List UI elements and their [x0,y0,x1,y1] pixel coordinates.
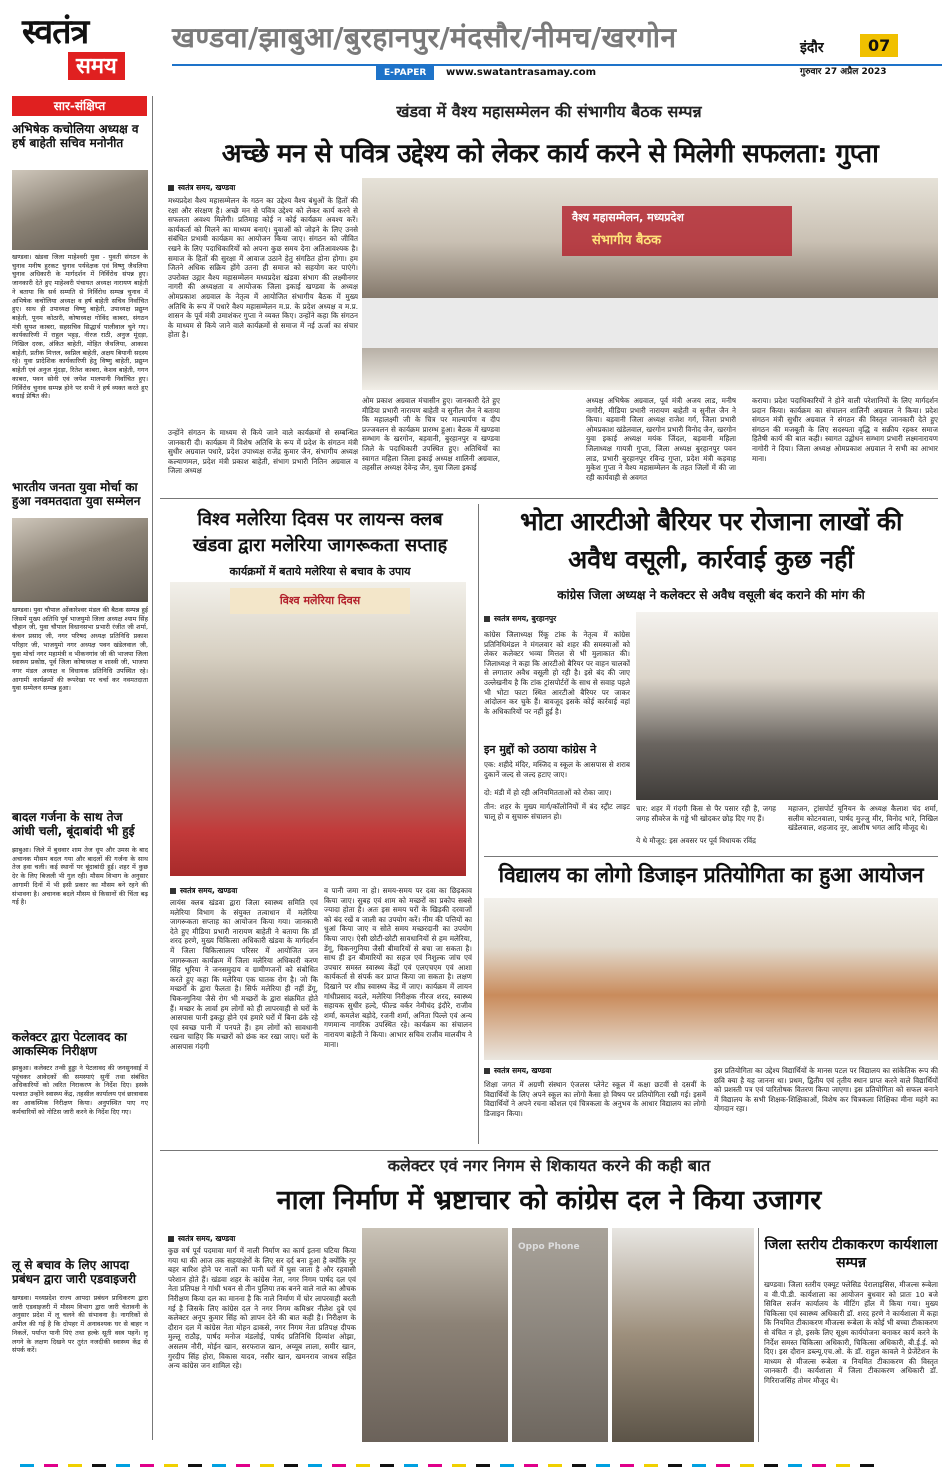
story5-photo-3 [612,1228,754,1442]
color-swatch [668,1464,682,1467]
color-swatch [524,1464,538,1467]
color-swatch [572,1464,586,1467]
color-swatch [236,1464,250,1467]
color-swatch [740,1464,754,1467]
sidebar-photo [12,518,148,602]
story4-col1: शिक्षा जगत में अग्रणी संस्थान एंजलस प्लेनेट स्कूल में कक्षा छटवीं से दसवीं के विद्यार्थियों के लिए अपने स्कूल का लोगो कैसा हो विषय पर प्रतियोगिता रखी गई। इसमें विद्यार्थियों ने अपने रचना कौशल एवं चित्रकला के अनुभव के आधार विद्यालय का लोगो डिजाइन किया। [484,1080,706,1118]
sidebar-photo [12,170,148,250]
story6-body: खण्डवा। जिला स्तरीय एक्यूट फ्लेसिड पेरालाइसिस, मीजल्स रूबेला व वी.पी.डी. कार्यशाला का आयोजन बुधवार को प्रातः 10 बजे सिविल सर्जन कार्यालय के मीटिंग हॉल में किया गया। मुख्य चिकित्सा एवं स्वास्थ्य अधिकारी डॉ. शरद हरणे ने कार्यशाला में कहा कि नियमित टीकाकरण मीजल्स रूबेला के कोई भी बच्चा टीकाकरण से वंचित न हो, इसके लिए सूक्ष्म कार्ययोजना बनाकर कार्य करने के निर्देश समस्त चिकित्सा अधिकारी, चिकित्सा अधिकारी, बी.ई.ई. को दिए। इस दौरान डब्ल्यू.एच.ओ. के डॉ. राहुल कावले ने प्रेजेंटेशन के माध्यम से मीजल्स रूबेला व नियमित टीकाकरण की विस्तृत जानकारी दी। कार्यशाला में जिला टीकाकरण अधिकारी डॉ. गिरिराजसिंह तोमर मौजूद थे। [764,1280,938,1385]
epaper-tag: E-PAPER [376,66,434,80]
story5-byline: स्वतंत्र समय, खण्डवा [168,1234,235,1244]
story1-col2b [504,396,582,492]
color-swatch [692,1464,706,1467]
color-swatch [308,1464,322,1467]
color-swatch [20,1464,34,1467]
story1-byline: स्वतंत्र समय, खण्डवा [168,183,235,193]
story3-subhead2: इन मुद्दों को उठाया कांग्रेस ने [484,743,597,756]
issue-date: गुरुवार 27 अप्रैल 2023 [800,67,887,77]
sidebar-item-title: कलेक्टर द्वारा पेटलावद का आकस्मिक निरीक्षण [12,1030,127,1058]
story5-headline: नाला निर्माण में भ्रष्टाचार को कांग्रेस दल ने किया उजागर [276,1185,822,1216]
column-divider [478,504,479,1144]
byline-marker-icon [168,185,174,191]
story1-headline: अच्छे मन से पवित्र उद्देश्य को लेकर कार्य करने से मिलेगी सफलता: गुप्ता [221,139,879,169]
section-divider [160,498,938,499]
byline-marker-icon [168,1236,174,1242]
color-swatch [764,1464,778,1467]
story1-col1: मध्यप्रदेश वैश्य महासम्मेलन के गठन का उद्देश्य वैश्य बंधुओं के हितों की रक्षा और संरक्षण है। अच्छे मन से पवित्र उद्देश्य को लेकर कार्य करने से सफलता अवश्य मिलेगी। प्रतिमाह कोई न कोई कार्यक्रम अवश्य करें। कार्यकर्ता को मिलने का माध्यम बनाएं। युवाओं को जोड़ने के लिए उनसे संबंधित प्रभावी कार्यक्रम का आयोजन किया जाए। संगठन को जीवित रखने के लिए पदाधिकारियों को अपना कुछ समय देना अतिआवश्यक है। समाज के हितों की सुरक्षा में आवाज उठाने हेतु संगठित होना होगा। हम जितने अधिक सक्रिय होंगे उतना ही समाज को सहयोग कर पाएंगे। उपरोक्त उद्गार वैश्य महासम्मेलन मध्यप्रदेश खंडवा संभाग की लक्ष्मीनगर नागरी की अध्यक्षता व आयोजक जिला इकाई खण्डवा के अध्यक्ष ओमप्रकाश अग्रवाल के नेतृत्व में आयोजित संभागीय बैठक में मुख्य अतिथि के रूप में पधारे वैश्य महासम्मेलन म.प्र. के प्रदेश अध्यक्ष व म.प्र. शासन के पूर्व मंत्री उमाशंकर गुप्ता ने व्यक्त किए। उन्होंने कहा कि संगठन के माध्यम से किये जाने वाले कार्यक्रमों से समाज में नई ऊर्जा का संचार होता है। [168,196,358,340]
photo-table [362,298,938,348]
print-color-bar [0,1452,945,1458]
color-swatch [68,1464,82,1467]
story3-body: कांग्रेस जिलाध्यक्ष रिंकू टांक के नेतृत्व में कांग्रेस प्रतिनिधिमंडल ने मंगलवार को शहर की समस्याओं को लेकर कलेक्टर भव्या मित्तल से भी मुलाकात की। जिलाध्यक्ष ने कहा कि आरटीओ बैरियर पर वाहन चालकों से लगातार अवैध वसूली हो रही है। इसे बंद की जाए उल्लेखनीय है कि टांक ट्रांसपोर्टरों के साथ से सवाह पहले भी भोटा फाटा स्थित आरटीओ बैरियर पर जाकर आंदोलन कर चुके हैं। बावजूद इसके कोई कार्रवाई वहां के अधिकारियों पर नहीं हुई है। [484,630,630,716]
story4-byline: स्वतंत्र समय, खण्डवा [484,1066,551,1076]
color-swatch [860,1464,874,1467]
section-divider [484,856,938,857]
story4-headline: विद्यालय का लोगो डिजाइन प्रतियोगिता का हुआ आयोजन [498,863,924,887]
photo-sign-text: Oppo Phone [518,1242,580,1252]
color-swatch [332,1464,346,1467]
story3-point-3: तीन: शहर के मुख्य मार्ग/कॉलोनियों में बंद स्ट्रीट लाइट चालू हो व सुचारू संचालन हो। [484,802,630,821]
story5-photo-1 [362,1228,508,1442]
color-swatch [428,1464,442,1467]
color-swatch [452,1464,466,1467]
story3-headline-2: अवैध वसूली, कार्रवाई कुछ नहीं [568,545,854,574]
color-swatch [812,1464,826,1467]
story3-point-1: एक: शहीदे मंदिर, मस्जिद व स्कूल के आसपास से शराब दुकानें जल्द से जल्द हटाए जाए। [484,760,630,779]
story4-photo [484,898,938,1060]
color-swatch [116,1464,130,1467]
story3-byline: स्वतंत्र समय, बुरहानपुर [484,614,556,624]
story1-col-left: उन्होंने संगठन के माध्यम से किये जाने वाले कार्यक्रमों से सम्बन्धित जानकारी दी। कार्यक्रम में विशेष अतिथि के रूप में प्रदेश के संगठन मंत्री सुधीर अग्रवाल पधारे, प्रदेश उपाध्यक्ष राजेंद्र कुमार जैन, संभागीय अध्यक्ष कल्याणमल, प्रदेश मंत्री प्रकाश बाहेती, संभाग प्रभारी नितिन अग्रवाल व जिला अध्यक्ष [168,428,358,476]
story3-subhead: कांग्रेस जिला अध्यक्ष ने कलेक्टर से अवैध वसूली बंद कराने की मांग की [557,588,865,602]
photo-banner-text2: संभागीय बैठक [592,233,662,248]
color-swatch [380,1464,394,1467]
story1-col2: ओम प्रकाश अग्रवाल मंचासीन हुए। जानकारी देते हुए मीडिया प्रभारी नारायण बाहेती व सुनील जैन ने बताया कि महालक्ष्मी जी के चित्र पर माल्यार्पण व दीप प्रज्जवलन से कार्यक्रम प्रारम्भ हुआ। बैठक में खण्डवा सम्भाग के खरगोन, बड़वानी, बुरहानपुर व खण्डवा जिले के पदाधिकारी उपस्थित हुए। अतिथियों का स्वागत महिला जिला इकाई अध्यक्ष शालिनी अग्रवाल, तहसील अध्यक्ष देवेन्द्र जैन, युवा जिला इकाई [362,396,500,473]
logo-top-text: स्वतंत्र [22,12,89,52]
story2-col1: लायंस क्लब खंडवा द्वारा जिला स्वास्थ्य समिति एवं मलेरिया विभाग के संयुक्त तत्वाधान में मलेरिया जागरूकता सप्ताह का आयोजन किया गया। जानकारी देते हुए मीडिया प्रभारी नारायण बाहेती ने बताया कि डॉ शरद हरणे, मुख्य चिकित्सा अधिकारी खंडवा के मार्गदर्शन में जिला चिकित्सालय परिसर में आयोजित जन जागरूकता कार्यक्रम में जिला मलेरिया अधिकारी करण सिंह भूरिया ने जनसमुदाय व ग्रामीणजनों को संबोधित करते हुए कहा कि मलेरिया एक घातक रोग है। जो कि मच्छरों के द्वारा फैलता है। सिर्फ मलेरिया ही नहीं डेंगू, चिकनगुनिया जैसे रोग भी मच्छरों के द्वारा संक्रमित होते हैं। मच्छर के लार्वा हम लोगों को ही लापरवाही से घरों के आसपास पानी इकट्ठा होने एवं हमारे घरों में बिना ढंके रहे एवं स्वच्छ पानी में पनपते हैं। हम लोगों को सावधानी रखना चाहिए कि मच्छरों को छंक कर रखा जाए। घरों के आसपास गंदगी [170,898,318,1051]
story3-point-4: चार: शहर में गंदगी किस से पैर पसार रही है, जगह जगह सीवरेज के गड्ढे भी खोदकर छोड़ दिए गए हैं। [636,804,776,823]
story4-col2: इस प्रतियोगिता का उद्देश्य विद्यार्थियों के मानस पटल पर विद्यालय का सांकेतिक रूप की छवि क्या है यह जानना था। प्रथम, द्वितीय एवं तृतीय स्थान प्राप्त करने वाले विद्यार्थियों को प्रशस्ती पत्र एवं पारितोषक वितरण किया जाएगा। इस प्रतियोगिता को सफल बनाने में विद्यालय के सभी शिक्षक-शिक्षिकाओं, विशेष कर चित्रकला शिक्षिका मीना महंगे का योगदान रहा। [714,1066,938,1114]
sidebar-item-body: खण्डवा। मध्यप्रदेश राज्य आपदा प्रबंधन प्राधिकरण द्वारा जारी एडवाइजरी में मौसम विभाग द्वारा जारी चेतावनी के अनुसार प्रदेश में लू चलने की संभावना है। नागरिकों से अपील की गई है कि दोपहर में अनावश्यक घर से बाहर न निकलें, पर्याप्त पानी पिएं तथा हल्के सूती वस्त्र पहनें। लू लगने के लक्षण दिखने पर तुरंत नजदीकी स्वास्थ्य केंद्र से संपर्क करें। [12,1294,148,1355]
column-divider [152,96,153,1440]
sidebar-item-title: बादल गर्जना के साथ तेज आंधी चली, बूंदाबांदी भी हुई [12,810,135,838]
color-swatch [620,1464,634,1467]
story3-present-list: महाजन, ट्रांसपोर्ट यूनियन के अध्यक्ष कैलाश चंद शर्मा, सलीम कोटनवाला, पार्षद मुज्जु मीर, विनोद भारे, निखिल खंडेलवाल, शहजाद नूर, आशीष भगत आदि मौजूद थे। [788,804,938,833]
story1-photo [362,178,938,390]
byline-marker-icon [484,616,490,622]
story1-col3: अध्यक्ष अभिषेक अग्रवाल, पूर्व मंत्री अजय लाड, मनीष नागोरी, मीडिया प्रभारी नारायण बाहेती व सुनील जैन ने किया। बड़वानी जिला अध्यक्ष राजेश गर्ग, जिला प्रभारी ओमप्रकाश खंडेलवाल, खरगोन प्रभारी विनोद जैन, खरगोन युवा इकाई अध्यक्ष मयंक जिंदल, बड़वानी महिला जिलाध्यक्ष गायत्री गुप्ता, जिला अध्यक्ष बुरहानपुर पवन लाड, प्रभारी बुरहानपुर रविन्द्र गुप्ता, प्रदेश मंत्री कड़वाह मुकेश गुप्ता ने वैश्य महासम्मेलन के तहत जिलों में की जा रही कार्यवाही से अवगत [586,396,736,482]
story3-present: ये थे मौजूद: इस अवसर पर पूर्व विधायक रविंद्र [636,836,756,845]
sidebar-item-title: लू से बचाव के लिए आपदा प्रबंधन द्वारा जारी एडवाइजरी [12,1258,136,1286]
color-swatch [716,1464,730,1467]
story5-kicker: कलेक्टर एवं नगर निगम से शिकायत करने की कही बात [387,1156,711,1175]
story2-headline-2: खंडवा द्वारा मलेरिया जागरूकता सप्ताह [192,535,448,556]
color-swatch [500,1464,514,1467]
story3-photo [636,612,938,800]
story2-headline-1: विश्व मलेरिया दिवस पर लायन्स क्लब [197,509,443,530]
color-swatch [164,1464,178,1467]
color-swatch [284,1464,298,1467]
logo-bottom-text: समय [68,52,125,80]
story6-headline: जिला स्तरीय टीकाकरण कार्यशाला सम्पन्न [764,1237,938,1271]
color-swatch [788,1464,802,1467]
color-swatch [44,1464,58,1467]
story5-body: कुछ वर्ष पूर्व पदमावा मार्ग में नाली निर्माण का कार्य इतना घटिया किया गया था की आज तक सहयाक्षेरों के लिए सर दर्द बना हुआ है क्योंकि गुर बहर बारिश होने पर नालों का पानी घरों में घुस जाता है और रहवासी परेशान होते हैं। खंडवा शहर के कांग्रेस नेता, नगर निगम पार्षद दल एवं नेता प्रतिपक्ष ने गांधी भवन से तीन पुलिया तक बनने वाले नाले का औचक निरीक्षण किया दल का मानना है कि नाले निर्माण में घोर लापरवाही बरती गई है जिसके लिए कांग्रेस दल ने नगर निगम कमिश्नर नीलेश दुबे एवं कलेक्टर अनूप कुमार सिंह को ज्ञापन देने की बात कही है। निरीक्षण के दौरान दल में कांग्रेस नेता मोहन ढाकसे, नगर निगम नेता प्रतिपक्ष दीपक मुल्लू राठौड़, पार्षद मनोज मंडलोई, पार्षद प्रतिनिधि दिव्यांश ओझा, असलम नौरी, मोईन खान, सरफराज खान, अय्यूब लाला, समीर खान, गुरदीप सिंह होरा, विकास यादव, नसीर खान, खमनराव जाधव सहित अन्य कांग्रेस जन शामिल रहे। [168,1246,356,1371]
story3-point-2: दो: मंडी में हो रही अनियमितताओं को रोका जाए। [484,788,612,797]
edition-cities: खण्डवा/झाबुआ/बुरहानपुर/मंदसौर/नीमच/खरगोन [172,21,677,54]
color-swatch [188,1464,202,1467]
edition-city: इंदौर [800,40,824,56]
color-swatch [356,1464,370,1467]
sidebar-item-body: खण्डवा। युवा चौपाल ओंकारेश्वर मंडल की बैठक सम्पन्न हुई जिसमें मुख्य अतिथि पूर्व भाजयुमो जिला अध्यक्ष श्याम सिंह चौहान जी, युवा चौपाल विधानसभा प्रभारी रंजीत जी शर्मा, कंचन प्रसाद जी, नगर परिषद अध्यक्ष प्रतिनिधि प्रकाश परिहार जी, भाजयुमो नगर अध्यक्ष पवन खंडेलवाल जी, युवा मोर्चा नगर महामंत्री व भीकनगांव जी की भाजपा जिला स्वास्थ्य प्रकोष्ठ, पूर्व जिला कोषाध्यक्ष व शास्त्री जी, भाजपा नगर मंडल अध्यक्ष व विधायक प्रतिनिधि उपस्थित रहे। आगामी कार्यक्रमों की रूपरेखा पर चर्चा कर नवमतदाता युवा सम्मेलन सम्पन्न हुआ। [12,606,148,693]
color-swatch [644,1464,658,1467]
section-divider [160,1150,938,1151]
story2-subhead: कार्यक्रमों में बताये मलेरिया से बचाव के उपाय [229,565,411,578]
color-swatch [260,1464,274,1467]
color-swatch [476,1464,490,1467]
sidebar-item-title: अभिषेक कचोलिया अध्यक्ष व हर्ष बाहेती सचिव मनोनीत [12,122,139,150]
story2-col2: व पानी जमा ना हो। समय-समय पर दवा का छिड़काव किया जाए। सुबह एवं शाम को मच्छरों का प्रकोप सबसे ज्यादा होता है। अतः इस समय घरों के खिड़की दरवाजों को बंद रखें व जाली का उपयोग करें। नीम की पत्तियों का धुआं किया जाए व सोते समय मच्छरदानी का उपयोग किया जाए। ऐसी छोटी-छोटी सावधानियों से हम मलेरिया, डेंगू, चिकनगुनिया जैसी बीमारियों से बचा जा सकता है। साथ ही इन बीमारियों का सहज एवं निशुल्क जांच एवं उपचार समस्त स्वास्थ्य केंद्रों एवं एलएचएम एवं आशा कार्यकर्ता से संपर्क कर प्राप्त किया जा सकता है। लक्षण दिखाने पर शीघ्र स्वास्थ्य केंद्र में जाए। कार्यक्रम में लायन गांधीप्रसाद वदले, मलेरिया निरीक्षक नीरज शरद, स्वास्थ्य सहायक सुधीर हल्दे, फील्ड वर्कर नेमीचंद इंदौरे, राजीव शर्मा, कमलेश बड़ोदे, रजनी शर्मा, अनिता पिल्ले एवं अन्य गणमान्य नागरिक उपस्थित रहे। कार्यक्रम का संचालन नारायण बाहेती ने किया। आभार सचिव राजीव मालवीय ने माना। [324,886,472,1049]
column-divider [758,1228,759,1442]
story2-byline: स्वतंत्र समय, खण्डवा [170,886,237,896]
sidebar-item-body: झाबुआ। कलेक्टर तन्वी हुड्डा ने पेटलावद की जनसुनवाई में पहुंचकर आवेदकों की समस्याएं सुनीं तथा संबंधित अधिकारियों को त्वरित निराकरण के निर्देश दिए। इसके पश्चात उन्होंने स्वास्थ्य केंद्र, तहसील कार्यालय एवं छात्रावास का आकस्मिक निरीक्षण किया। अनुपस्थित पाए गए कर्मचारियों को नोटिस जारी करने के निर्देश दिए गए। [12,1064,148,1116]
sidebar-item-body: खण्डवा। खंडवा जिला माहेश्वरी युवा - युवती संगठन के चुनाव मनीष हुरकट चुनाव पर्यवेक्षक एवं विष्णु जैथलिया चुनाव अधिकारी के मार्गदर्शन में निर्विरोध संपन्न हुए। जानकारी देते हुए माहेश्वरी पंचायत अध्यक्ष नारायण बाहेती ने बताया कि सर्व सम्मति से निर्विरोध सम्पन्न चुनाव में अभिषेक कचोलिया अध्यक्ष व हर्ष बाहेती सचिव निर्वाचित हुए। साथ ही उपाध्यक्ष विष्णु बाहेती, उपाध्यक्ष प्रद्युम्न बाहेती, पूनम कोठारी, कोषाध्यक्ष गोविंद काबरा, संगठन मंत्री सुयश काबरा, सहसचिव सिद्धार्थ पालीवाल चुने गए। कार्यकारिणी में राहुल भट्टड़, नीरज राठी, अनुज मूंदड़ा, निखिल दरक, अंकित बाहेती, मोहित जैथलिया, आकाश बाहेती, प्रतीक मित्तल, स्वप्निल बाहेती, अक्षय बियानी सदस्य रहे। युवा प्रादेशिक कार्यकारिणी हेतु विष्णु बाहेती, प्रद्युम्न बाहेती एवं अनुज मूंदड़ा, रितेश काबरा, केशव बाहेती, गगन काबरा, पवन सोनी एवं जयेश मालपानी निर्वाचित हुए। निर्विरोध चुनाव सम्पन्न होने पर सभी ने हर्ष व्यक्त करते हुए बधाई प्रेषित की। [12,253,148,401]
story1-col4: कराया। प्रदेश पदाधिकारियों ने होने वाली परेशानियों के लिए मार्गदर्शन प्रदान किया। कार्यक्रम का संचालन शालिनी अग्रवाल ने किया। प्रदेश संगठन मंत्री सुधीर अग्रवाल ने संगठन की विस्तृत जानकारी देते हुए संगठन की मजबूती के लिए सदस्यता वृद्धि व सक्रीय रहकर समाज हितैषी कार्य की बात कही। स्वागत उद्बोधन सम्भाग प्रभारी लक्ष्मनारायण नागोरी ने दिया। जिला अध्यक्ष ओमप्रकाश अग्रवाल ने सभी का आभार माना। [752,396,938,463]
sidebar-heading: सार-संक्षिप्त [12,96,147,116]
story3-headline-1: भोटा आरटीओ बैरियर पर रोजाना लाखों की [520,507,902,536]
sidebar-item-body: झाबुआ। जिले में बुधवार शाम तेज धूप और उमस के बाद अचानक मौसम बदल गया और बादलों की गर्जना के साथ तेज हवा चली। कई स्थानों पर बूंदाबांदी हुई। शहर में कुछ देर के लिए बिजली भी गुल रही। मौसम विभाग के अनुसार आगामी दिनों में भी इसी प्रकार का मौसम बने रहने की संभावना है। अचानक बदले मौसम से किसानों की चिंता बढ़ गई है। [12,846,148,907]
color-swatch [548,1464,562,1467]
color-swatch [836,1464,850,1467]
story5-photo-2 [512,1228,608,1442]
photo-banner-text: वैश्य महासम्मेलन, मध्यप्रदेश [572,211,684,224]
masthead-logo [22,14,164,84]
color-swatch [404,1464,418,1467]
website-url: www.swatantrasamay.com [446,67,597,78]
color-swatch [212,1464,226,1467]
byline-marker-icon [170,888,176,894]
color-swatch [140,1464,154,1467]
story2-photo [170,582,466,876]
byline-marker-icon [484,1068,490,1074]
color-swatch [92,1464,106,1467]
photo-banner-text: विश्व मलेरिया दिवस [230,588,410,614]
color-swatch [596,1464,610,1467]
page-number: 07 [860,34,898,57]
sidebar-item-title: भारतीय जनता युवा मोर्चा का हुआ नवमतदाता युवा सम्मेलन [12,480,141,508]
story1-kicker: खंडवा में वैश्य महासम्मेलन की संभागीय बैठक सम्पन्न [396,102,702,121]
